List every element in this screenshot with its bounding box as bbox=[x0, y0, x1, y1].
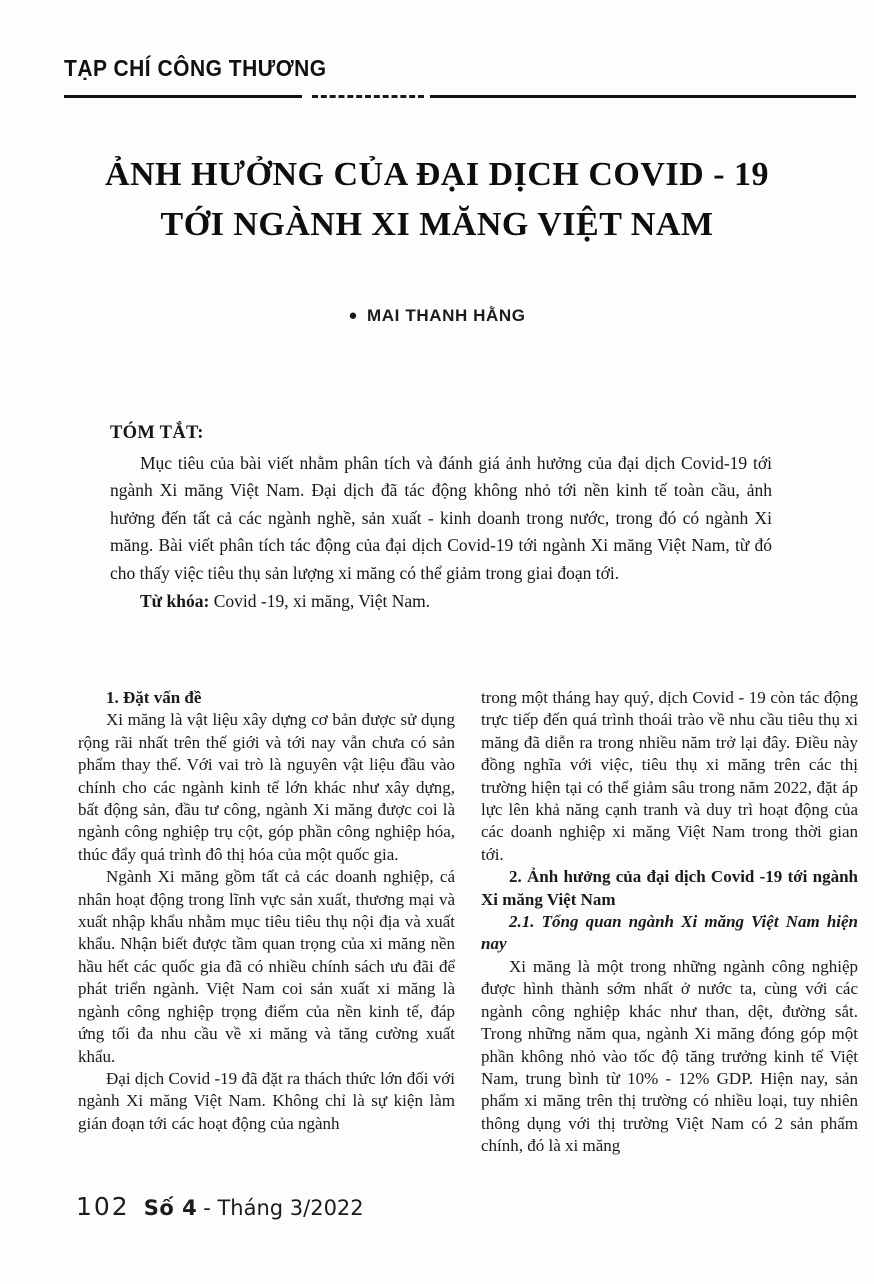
paragraph-intro-1: Xi măng là vật liệu xây dựng cơ bản được sử dụng rộng rãi nhất trên thế giới và tới nay vẫn chưa có sản phẩm thay thế. Với vai trò là nguyên vật liệu đầu vào chính cho các ngành kinh tế lớn khác như xây dựng, bất động sản, đầu tư công, ngành Xi măng được coi là ngành công nghiệp trụ cột, góp phần công nghiệp hóa, thúc đẩy quá trình đô thị hóa của một quốc gia. bbox=[78, 710, 455, 864]
header-rule-divider bbox=[64, 94, 856, 98]
article-title bbox=[0, 150, 874, 250]
section-heading-1: 1. Đặt vấn đề bbox=[106, 688, 202, 707]
subsection-heading-2-1: 2.1. Tổng quan ngành Xi măng Việt Nam hiện nay bbox=[481, 912, 858, 954]
section-heading-2: 2. Ảnh hưởng của đại dịch Covid -19 tới ngành Xi măng Việt Nam bbox=[481, 867, 858, 909]
footer-page-number: 102 bbox=[76, 1192, 130, 1221]
keywords-label: Từ khóa: bbox=[140, 590, 210, 611]
header-rule-dashed-segment bbox=[312, 95, 424, 98]
author-bullet-icon: ● bbox=[348, 307, 359, 324]
keywords-text: Covid -19, xi măng, Việt Nam. bbox=[213, 590, 431, 611]
journal-masthead: TẠP CHÍ CÔNG THƯƠNG bbox=[64, 56, 327, 82]
abstract-text: Mục tiêu của bài viết nhằm phân tích và đánh giá ảnh hưởng của đại dịch Covid-19 tới ngành Xi măng Việt Nam. Đại dịch đã tác động không nhỏ tới nền kinh tế toàn cầu, ảnh hưởng đến tất cả các ngành nghề, sản xuất - kinh doanh trong nước, trong đó có ngành Xi măng. Bài viết phân tích tác động của đại dịch Covid-19 tới ngành Xi măng Việt Nam, từ đó cho thấy việc tiêu thụ sản lượng xi măng có thể giảm trong giai đoạn tới. bbox=[110, 452, 772, 583]
abstract-section bbox=[110, 420, 772, 615]
right-column bbox=[481, 687, 858, 1158]
body-columns bbox=[78, 687, 858, 1158]
author-line bbox=[0, 306, 874, 326]
paragraph-intro-2: Ngành Xi măng gồm tất cả các doanh nghiệp, cá nhân hoạt động trong lĩnh vực sản xuất, thương mại và xuất nhập khẩu nhằm mục tiêu tiêu thụ nội địa và xuất khẩu. Nhận biết được tầm quan trọng của xi măng nền hầu hết các quốc gia đã có nhiều chính sách ưu đãi để phát triển ngành. Việt Nam coi sản xuất xi măng là ngành công nghiệp trọng điểm của nền kinh tế, đáp ứng tối đa nhu cầu về xi măng và tăng cường xuất khẩu. bbox=[78, 867, 455, 1066]
article-title-line-2: TỚI NGÀNH XI MĂNG VIỆT NAM bbox=[160, 206, 714, 243]
paragraph-intro-3: Đại dịch Covid -19 đã đặt ra thách thức lớn đối với ngành Xi măng Việt Nam. Không chỉ là sự kiện làm gián đoạn tới các hoạt động của ngành bbox=[78, 1068, 455, 1133]
author-name: MAI THANH HẰNG bbox=[367, 306, 526, 325]
left-column bbox=[78, 687, 455, 1158]
footer-date: - Tháng 3/2022 bbox=[203, 1196, 364, 1220]
paragraph-overview: Xi măng là một trong những ngành công nghiệp được hình thành sớm nhất ở nước ta, cùng với các ngành công nghiệp khác như than, dệt, đường sắt. Trong những năm qua, ngành Xi măng đóng góp một phần không nhỏ vào tốc độ tăng trưởng kinh tế Việt Nam, trung bình từ 10% - 12% GDP. Hiện nay, sản phẩm xi măng trên thị trường có nhiều loại, tuy nhiên thông dụng với thị trường Việt Nam có 2 sản phẩm chính, đó là xi măng bbox=[481, 956, 858, 1156]
header-rule-segment bbox=[64, 95, 302, 98]
page-footer bbox=[76, 1192, 364, 1221]
paragraph-continuation: trong một tháng hay quý, dịch Covid - 19 còn tác động trực tiếp đến quá trình thoái trào về nhu cầu tiêu thụ xi măng đã diễn ra trong nhiều năm trở lại đây. Điều này đồng nghĩa với việc, tiêu thụ xi măng trên các thị trường hiện tại có thể giảm sâu trong năm 2022, đặt áp lực lên khả năng cạnh tranh và duy trì hoạt động của các doanh nghiệp xi măng Việt Nam trong thời gian tới. bbox=[481, 688, 858, 864]
footer-issue: Số 4 bbox=[143, 1196, 198, 1220]
keywords-line bbox=[110, 588, 772, 616]
abstract-heading: TÓM TẮT: bbox=[110, 423, 204, 443]
header-rule-segment bbox=[430, 95, 856, 98]
article-title-line-1: ẢNH HƯỞNG CỦA ĐẠI DỊCH COVID - 19 bbox=[104, 156, 770, 193]
